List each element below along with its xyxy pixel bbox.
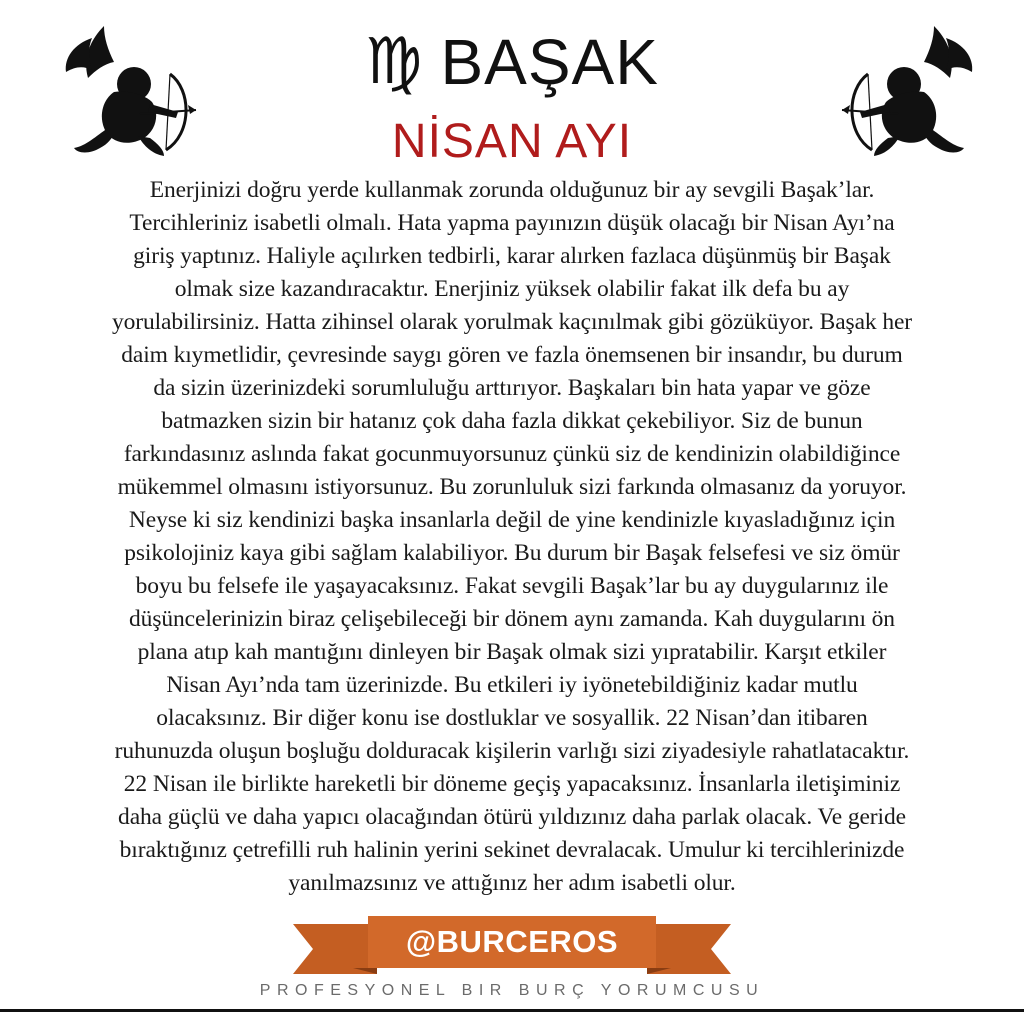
text-line: boyu bu felsefe ile yaşayacaksınız. Fakat sevgili Başak’lar bu ay duygularınız ile <box>135 573 889 599</box>
text-line: daha güçlü ve daha yapıcı olacağından ötürü yıldızınız daha parlak olacak. Ve geride <box>118 804 906 830</box>
text-line: düşüncelerinizin biraz çelişebileceği bir dönem aynı zamanda. Kah duygularını ön <box>129 606 895 632</box>
text-line: ruhunuzda oluşun boşluğu dolduracak kişilerin varlığı sizi ziyadesiyle rahatlatacaktır. <box>114 738 910 764</box>
text-line: plana atıp kah mantığını dinleyen bir Başak olmak sizi yıpratabilir. Karşıt etkiler <box>137 639 887 665</box>
text-line: giriş yaptınız. Haliyle açılırken tedbirli, karar alırken fazlaca düşünmüş bir Başak <box>133 243 891 269</box>
text-line: bıraktığınız çetrefilli ruh halinin yerini sekinet devralacak. Umulur ki tercihlerinizde <box>119 837 905 863</box>
virgo-sign-icon: ♍ <box>365 25 423 99</box>
text-line: Neyse ki siz kendinizi başka insanlarla değil de yine kendinizle kıyasladığınız için <box>128 507 896 533</box>
banner-handle: @BURCEROS <box>405 924 619 959</box>
page-title: BAŞAK <box>440 26 659 98</box>
text-line: da sizin üzerinizdeki sorumluluğu arttırıyor. Başkaları bin hata yapar ve göze <box>153 375 871 401</box>
text-line: daim kıymetlidir, çevresinde saygı gören ve fazla önemsenen bir insandır, bu durum <box>121 342 903 368</box>
text-line: farkındasınız aslında fakat gocunmuyorsunuz çünkü siz de kendinizin olabildiğince <box>123 441 901 467</box>
text-line: Nisan Ayı’nda tam üzerinizde. Bu etkileri iy iyönetebildiğiniz kadar mutlu <box>166 672 858 698</box>
page-subtitle: NİSAN AYI <box>391 115 633 168</box>
horoscope-text <box>40 174 984 900</box>
text-line: batmazken sizin bir hatanız çok daha fazla dikkat çekebiliyor. Siz de bunun <box>161 408 863 434</box>
text-line: Enerjinizi doğru yerde kullanmak zorunda olduğunuz bir ay sevgili Başak’lar. <box>149 177 875 203</box>
title-row <box>0 25 1024 110</box>
text-line: yanılmazsınız ve attığınız her adım isabetli olur. <box>288 870 736 896</box>
text-line: olmak size kazandıracaktır. Enerjiniz yüksek olabilir fakat ilk defa bu ay <box>174 276 850 302</box>
text-line: Tercihleriniz isabetli olmalı. Hata yapma payınızın düşük olacağı bir Nisan Ayı’na <box>129 210 895 236</box>
text-line: mükemmel olmasını istiyorsunuz. Bu zorunluluk sizi farkında olmasanız da yoruyor. <box>117 474 907 500</box>
bottom-divider <box>0 1009 1024 1012</box>
text-line: yorulabilirsiniz. Hatta zihinsel olarak yorulmak kaçınılmak gibi gözüküyor. Başak her <box>111 309 913 335</box>
text-line: olacaksınız. Bir diğer konu ise dostluklar ve sosyallik. 22 Nisan’dan itibaren <box>156 705 868 731</box>
text-line: 22 Nisan ile birlikte hareketli bir döneme geçiş yapacaksınız. İnsanlarla iletişiminiz <box>123 771 901 797</box>
text-line: psikolojiniz kaya gibi sağlam kalabiliyor. Bu durum bir Başak felsefesi ve siz ömür <box>124 540 900 566</box>
footer-tagline: PROFESYONEL BIR BURÇ YORUMCUSU <box>259 982 765 999</box>
